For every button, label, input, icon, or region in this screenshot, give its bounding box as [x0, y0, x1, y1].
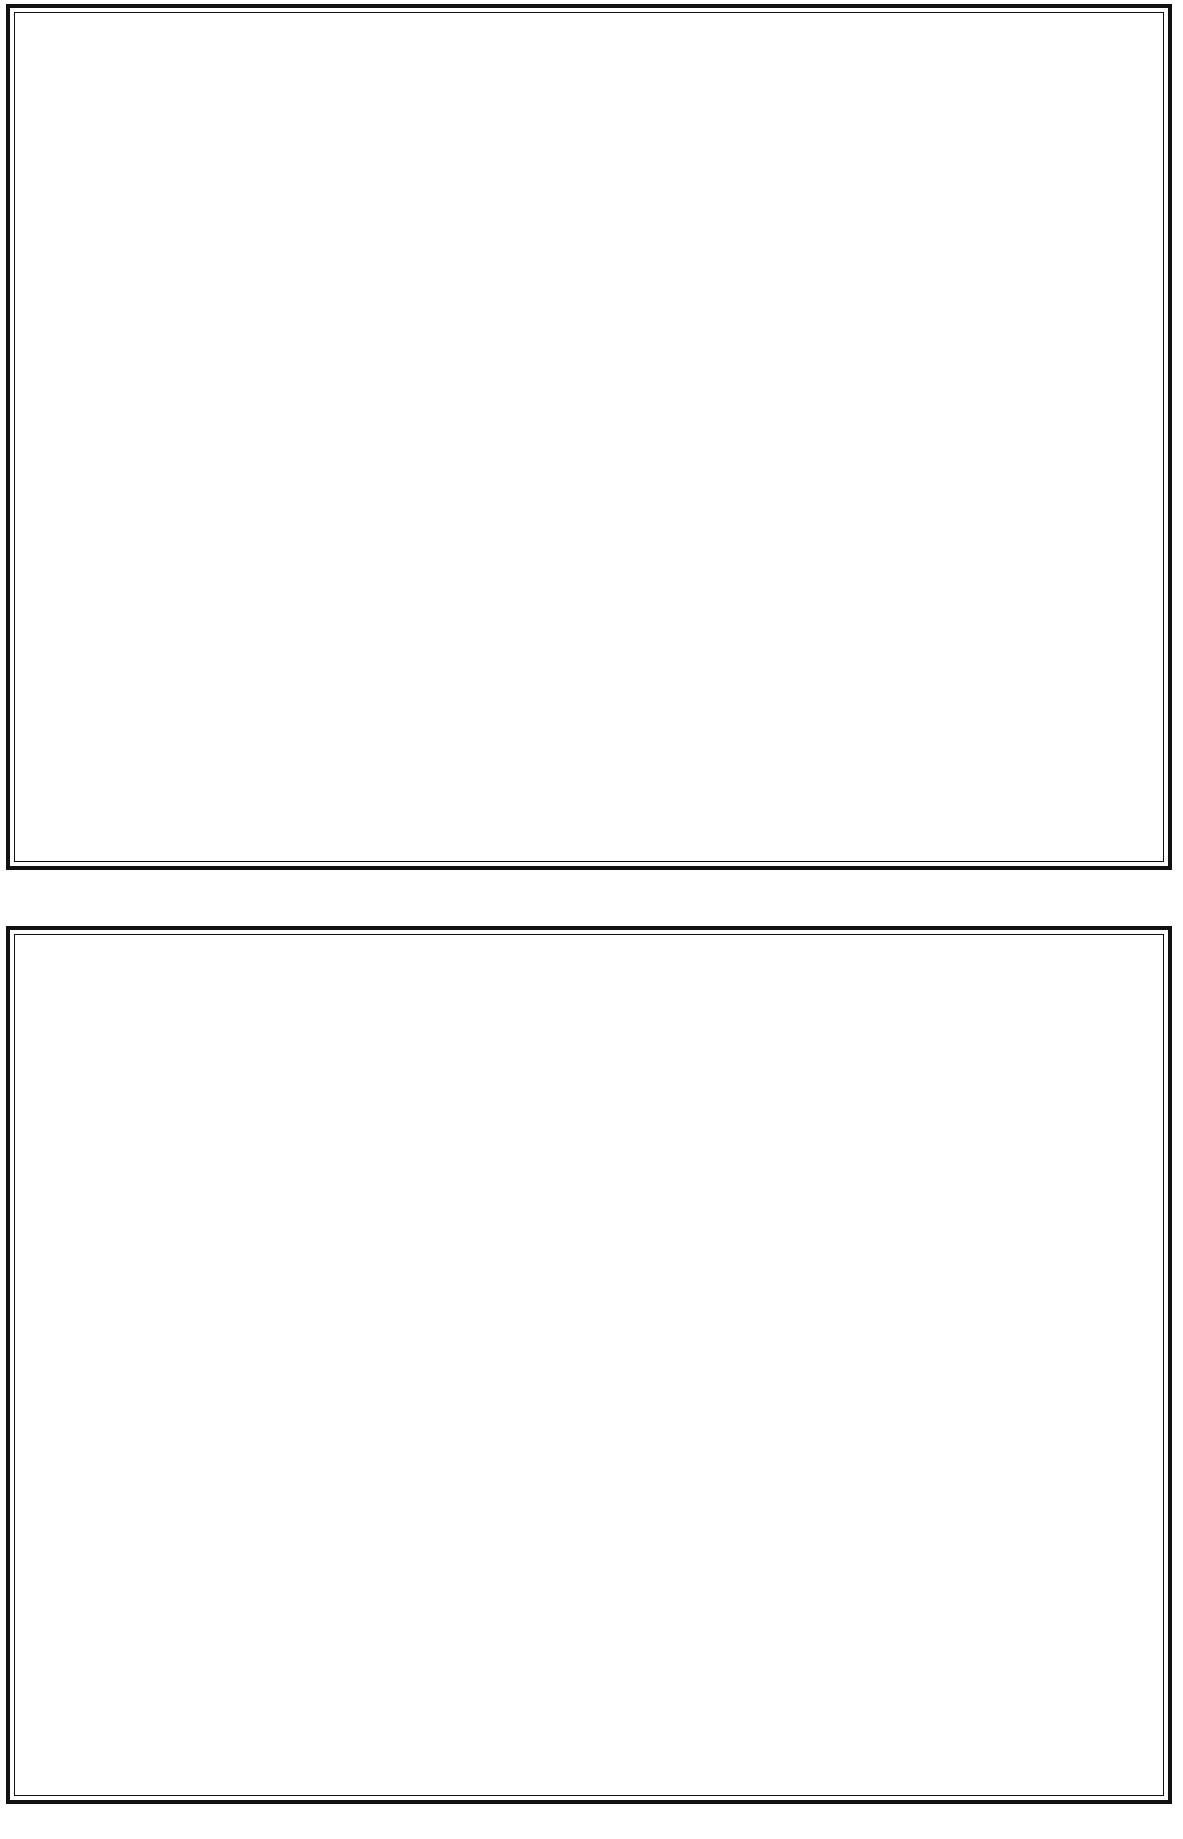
top-page-panel — [6, 4, 1172, 870]
bottom-page-panel — [6, 926, 1172, 1804]
